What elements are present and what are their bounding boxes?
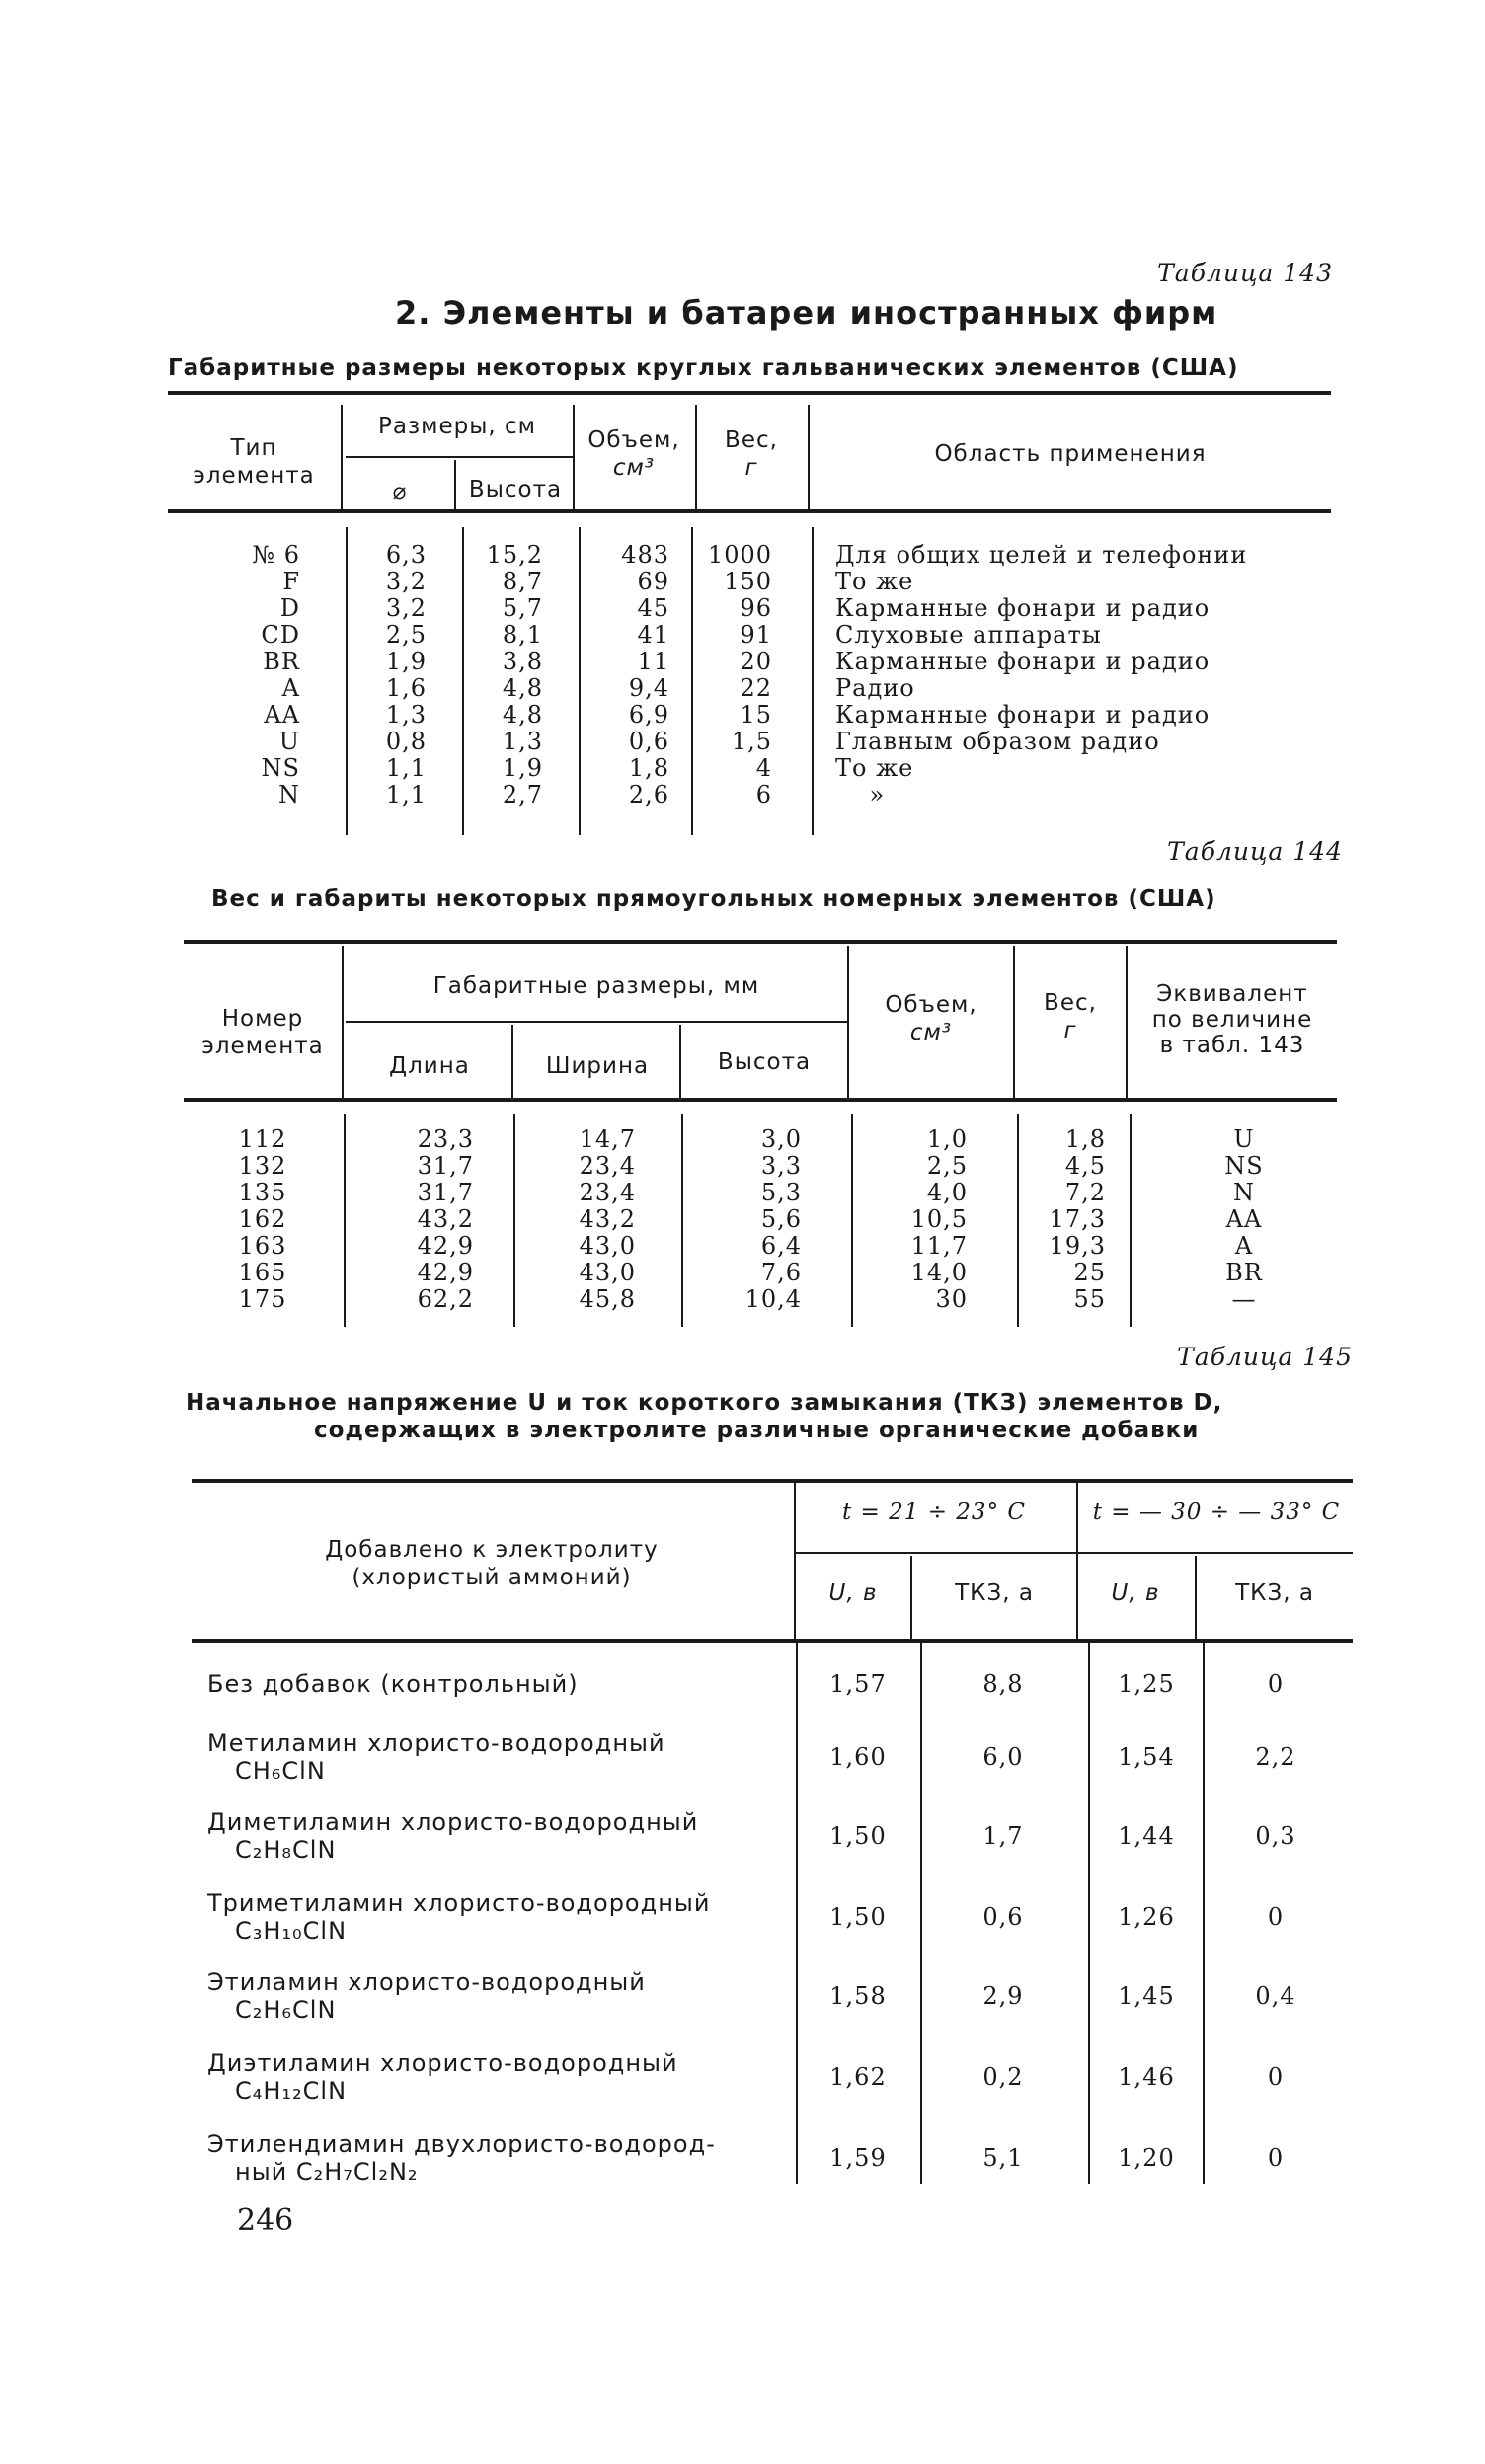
- cell-volume: 4,0: [926, 1179, 968, 1206]
- cell-u1: 1,62: [829, 2063, 887, 2091]
- col-header-height: Высота: [468, 477, 563, 502]
- cell-usage: Главным образом радио: [835, 728, 1160, 755]
- col-header-tkz1: ТКЗ, а: [955, 1580, 1034, 1606]
- rule: [573, 405, 575, 511]
- cell-u2: 1,54: [1118, 1743, 1175, 1771]
- table-143-title: Габаритные размеры некоторых круглых гальванических элементов (США): [168, 355, 1239, 381]
- cell-number: 135: [238, 1179, 287, 1206]
- rule: [1076, 1481, 1078, 1641]
- col-header-width: Ширина: [545, 1053, 650, 1079]
- cell-usage: Карманные фонари и радио: [835, 648, 1211, 675]
- col-header-dims: Габаритные размеры, мм: [432, 973, 760, 999]
- col-header-height: Высота: [717, 1049, 812, 1075]
- cell-width: 43,2: [579, 1205, 636, 1233]
- row-label: [207, 2049, 792, 2105]
- col-header-usage: Область применения: [934, 441, 1207, 467]
- cell-type: A: [281, 674, 300, 702]
- cell-weight: 1000: [707, 541, 772, 569]
- cell-tkz1: 0,6: [982, 1903, 1024, 1931]
- cell-usage: Карманные фонари и радио: [835, 594, 1211, 622]
- table-145-title-line1: Начальное напряжение U и ток короткого замыкания (ТКЗ) элементов D,: [186, 1390, 1223, 1416]
- cell-tkz2: 0: [1267, 1670, 1285, 1698]
- cell-length: 31,7: [417, 1179, 474, 1206]
- cell-u2: 1,45: [1118, 1982, 1175, 2010]
- cell-usage: Для общих целей и телефонии: [835, 541, 1248, 569]
- cell-type: AA: [264, 701, 300, 729]
- row-label-line2: C₂H₈ClN: [235, 1836, 337, 1864]
- cell-height: 4,8: [502, 701, 543, 729]
- cell-volume: 483: [621, 541, 669, 569]
- cell-equiv: A: [1234, 1232, 1254, 1260]
- rule: [812, 527, 814, 835]
- cell-type: CD: [261, 621, 300, 649]
- table-144-caption: Таблица 144: [1167, 837, 1343, 866]
- col-header-u2: U, в: [1111, 1580, 1160, 1606]
- cell-length: 23,3: [417, 1125, 474, 1153]
- col-header-equiv: Эквивалент по величине в табл. 143: [1151, 981, 1313, 1058]
- cell-height: 6,4: [760, 1232, 802, 1260]
- col-header-t1: t = 21 ÷ 23° C: [842, 1500, 1026, 1525]
- cell-volume: 11: [637, 648, 669, 675]
- col-header-number: Номер элемента: [201, 1006, 324, 1059]
- cell-number: 163: [238, 1232, 287, 1260]
- table-145-title-line2: содержащих в электролите различные органические добавки: [314, 1418, 1200, 1443]
- cell-diameter: 1,9: [385, 648, 427, 675]
- cell-length: 31,7: [417, 1152, 474, 1180]
- rule: [1195, 1556, 1197, 1641]
- row-label-line1: Этиламин хлористо-водородный: [207, 1968, 646, 1996]
- cell-volume: 9,4: [628, 674, 669, 702]
- cell-type: U: [278, 728, 300, 755]
- cell-length: 42,9: [417, 1232, 474, 1260]
- cell-u2: 1,25: [1118, 1670, 1175, 1698]
- col-header-diameter: ⌀: [392, 479, 408, 504]
- cell-number: 132: [238, 1152, 287, 1180]
- cell-weight: 1,5: [731, 728, 772, 755]
- cell-height: 3,8: [502, 648, 543, 675]
- cell-length: 42,9: [417, 1259, 474, 1286]
- cell-usage: То же: [835, 754, 914, 782]
- cell-usage: Радио: [835, 674, 915, 702]
- cell-tkz2: 2,2: [1255, 1743, 1296, 1771]
- cell-diameter: 1,6: [385, 674, 427, 702]
- cell-usage: »: [835, 781, 886, 808]
- cell-diameter: 2,5: [385, 621, 427, 649]
- cell-volume: 2,5: [926, 1152, 968, 1180]
- cell-tkz1: 2,9: [982, 1982, 1024, 2010]
- cell-number: 112: [238, 1125, 287, 1153]
- cell-height: 2,7: [502, 781, 543, 808]
- cell-equiv: —: [1231, 1285, 1257, 1313]
- cell-type: BR: [263, 648, 300, 675]
- cell-volume: 1,0: [926, 1125, 968, 1153]
- col-header-volume: Объем, см³: [587, 427, 680, 481]
- cell-height: 15,2: [486, 541, 543, 569]
- col-header-t2: t = — 30 ÷ — 33° C: [1092, 1500, 1341, 1525]
- cell-usage: То же: [835, 568, 914, 595]
- table-144-title: Вес и габариты некоторых прямоугольных номерных элементов (США): [211, 886, 1216, 912]
- row-label: [207, 1730, 792, 1785]
- rule: [1017, 1114, 1019, 1327]
- cell-diameter: 1,3: [385, 701, 427, 729]
- cell-height: 5,3: [760, 1179, 802, 1206]
- rule: [1130, 1114, 1132, 1327]
- col-header-tkz2: ТКЗ, а: [1235, 1580, 1314, 1606]
- cell-weight: 19,3: [1049, 1232, 1106, 1260]
- cell-height: 7,6: [760, 1259, 802, 1286]
- cell-width: 43,0: [579, 1232, 636, 1260]
- rule: [679, 1025, 681, 1100]
- cell-height: 5,7: [502, 594, 543, 622]
- cell-weight: 17,3: [1049, 1205, 1106, 1233]
- rule: [794, 1481, 796, 1641]
- row-label-line2: C₄H₁₂ClN: [235, 2077, 348, 2105]
- cell-weight: 15: [740, 701, 772, 729]
- cell-number: 175: [238, 1285, 287, 1313]
- row-label: [207, 1670, 792, 1698]
- row-label-line1: Триметиламин хлористо-водородный: [207, 1889, 711, 1917]
- cell-tkz1: 5,1: [982, 2144, 1024, 2172]
- cell-u1: 1,58: [829, 1982, 887, 2010]
- page-number: 246: [237, 2203, 294, 2238]
- cell-weight: 150: [724, 568, 772, 595]
- cell-height: 5,6: [760, 1205, 802, 1233]
- cell-u1: 1,59: [829, 2144, 887, 2172]
- cell-length: 43,2: [417, 1205, 474, 1233]
- cell-diameter: 6,3: [385, 541, 427, 569]
- cell-volume: 30: [935, 1285, 968, 1313]
- rule: [681, 1114, 683, 1327]
- row-label-line1: Этилендиамин двухлористо-водород-: [207, 2130, 716, 2158]
- rule: [1013, 946, 1015, 1100]
- cell-weight: 4: [755, 754, 772, 782]
- row-label-line1: Диметиламин хлористо-водородный: [207, 1809, 699, 1836]
- col-header-u1: U, в: [828, 1580, 878, 1606]
- rule: [192, 1479, 1353, 1483]
- cell-volume: 2,6: [628, 781, 669, 808]
- cell-u2: 1,26: [1118, 1903, 1175, 1931]
- cell-type: F: [282, 568, 300, 595]
- rule: [796, 1552, 1353, 1554]
- col-header-weight: Вес, г: [725, 427, 778, 481]
- cell-number: 165: [238, 1259, 287, 1286]
- rule: [184, 940, 1337, 944]
- rule: [910, 1556, 912, 1641]
- rule: [513, 1114, 515, 1327]
- rule: [1126, 946, 1128, 1100]
- cell-u1: 1,57: [829, 1670, 887, 1698]
- rule: [184, 1098, 1337, 1102]
- cell-diameter: 3,2: [385, 568, 427, 595]
- row-label: [207, 1809, 792, 1864]
- cell-type: N: [278, 781, 300, 808]
- cell-equiv: AA: [1225, 1205, 1263, 1233]
- cell-width: 45,8: [579, 1285, 636, 1313]
- col-header-type: Тип элемента: [193, 435, 315, 489]
- cell-weight: 20: [740, 648, 772, 675]
- row-label-line2: C₃H₁₀ClN: [235, 1917, 348, 1945]
- cell-equiv: N: [1233, 1179, 1255, 1206]
- rule: [342, 946, 344, 1100]
- table-143-caption: Таблица 143: [1157, 259, 1333, 287]
- cell-tkz2: 0,3: [1255, 1822, 1296, 1850]
- cell-u2: 1,20: [1118, 2144, 1175, 2172]
- row-label-line1: Метиламин хлористо-водородный: [207, 1730, 665, 1757]
- cell-usage: Карманные фонари и радио: [835, 701, 1211, 729]
- rule: [168, 391, 1331, 395]
- cell-u1: 1,60: [829, 1743, 887, 1771]
- row-label: [207, 1889, 792, 1945]
- cell-type: D: [279, 594, 300, 622]
- cell-equiv: BR: [1225, 1259, 1263, 1286]
- cell-width: 14,7: [579, 1125, 636, 1153]
- rule: [454, 460, 456, 511]
- cell-volume: 41: [637, 621, 669, 649]
- cell-width: 43,0: [579, 1259, 636, 1286]
- rule: [808, 405, 810, 511]
- cell-weight: 6: [755, 781, 772, 808]
- cell-number: 162: [238, 1205, 287, 1233]
- cell-equiv: U: [1233, 1125, 1255, 1153]
- cell-tkz1: 6,0: [982, 1743, 1024, 1771]
- rule: [796, 1643, 798, 2184]
- cell-height: 8,7: [502, 568, 543, 595]
- cell-weight: 7,2: [1064, 1179, 1106, 1206]
- cell-volume: 45: [637, 594, 669, 622]
- cell-width: 23,4: [579, 1152, 636, 1180]
- row-label-line1: Диэтиламин хлористо-водородный: [207, 2049, 678, 2077]
- cell-volume: 6,9: [628, 701, 669, 729]
- cell-weight: 1,8: [1064, 1125, 1106, 1153]
- table-145-caption: Таблица 145: [1177, 1343, 1353, 1371]
- cell-tkz2: 0: [1267, 2063, 1285, 2091]
- cell-tkz1: 8,8: [982, 1670, 1024, 1698]
- cell-weight: 4,5: [1064, 1152, 1106, 1180]
- cell-type: № 6: [252, 541, 300, 569]
- row-label-line1: Без добавок (контрольный): [207, 1670, 579, 1698]
- rule: [344, 1114, 346, 1327]
- row-label: [207, 2130, 792, 2186]
- row-label-line2: C₂H₆ClN: [235, 1996, 337, 2024]
- cell-diameter: 0,8: [385, 728, 427, 755]
- section-title: 2. Элементы и батареи иностранных фирм: [395, 294, 1218, 332]
- cell-diameter: 3,2: [385, 594, 427, 622]
- rule: [346, 1021, 847, 1023]
- cell-tkz2: 0: [1267, 2144, 1285, 2172]
- rule: [920, 1643, 922, 2184]
- rule: [192, 1639, 1353, 1643]
- col-header-added: Добавлено к электролиту (хлористый аммоний): [325, 1537, 659, 1590]
- col-header-weight: Вес, г: [1044, 990, 1097, 1043]
- row-label-line2: CH₆ClN: [235, 1757, 326, 1785]
- cell-weight: 22: [740, 674, 772, 702]
- cell-volume: 69: [637, 568, 669, 595]
- cell-height: 4,8: [502, 674, 543, 702]
- rule: [847, 946, 849, 1100]
- cell-diameter: 1,1: [385, 754, 427, 782]
- rule: [695, 405, 697, 511]
- cell-height: 10,4: [744, 1285, 802, 1313]
- cell-volume: 10,5: [910, 1205, 968, 1233]
- rule: [1088, 1643, 1090, 2184]
- cell-volume: 14,0: [910, 1259, 968, 1286]
- rule: [346, 456, 573, 458]
- cell-volume: 11,7: [910, 1232, 968, 1260]
- cell-height: 3,3: [760, 1152, 802, 1180]
- cell-u2: 1,46: [1118, 2063, 1175, 2091]
- rule: [851, 1114, 853, 1327]
- cell-tkz1: 0,2: [982, 2063, 1024, 2091]
- cell-height: 1,9: [502, 754, 543, 782]
- cell-height: 1,3: [502, 728, 543, 755]
- cell-volume: 0,6: [628, 728, 669, 755]
- cell-weight: 96: [740, 594, 772, 622]
- row-label: [207, 1968, 792, 2024]
- rule: [1203, 1643, 1205, 2184]
- cell-diameter: 1,1: [385, 781, 427, 808]
- cell-u1: 1,50: [829, 1822, 887, 1850]
- cell-length: 62,2: [417, 1285, 474, 1313]
- cell-width: 23,4: [579, 1179, 636, 1206]
- row-label-line2: ный C₂H₇Cl₂N₂: [235, 2158, 419, 2186]
- cell-tkz2: 0,4: [1255, 1982, 1296, 2010]
- cell-u1: 1,50: [829, 1903, 887, 1931]
- col-header-length: Длина: [389, 1053, 470, 1079]
- rule: [511, 1025, 513, 1100]
- cell-height: 8,1: [502, 621, 543, 649]
- cell-volume: 1,8: [628, 754, 669, 782]
- cell-equiv: NS: [1224, 1152, 1264, 1180]
- cell-u2: 1,44: [1118, 1822, 1175, 1850]
- col-header-volume: Объем, см³: [885, 992, 977, 1045]
- rule: [341, 405, 343, 511]
- cell-tkz2: 0: [1267, 1903, 1285, 1931]
- cell-usage: Слуховые аппараты: [835, 621, 1102, 649]
- col-header-sizes: Размеры, см: [377, 414, 537, 439]
- cell-weight: 55: [1073, 1285, 1106, 1313]
- cell-tkz1: 1,7: [982, 1822, 1024, 1850]
- cell-weight: 25: [1073, 1259, 1106, 1286]
- cell-height: 3,0: [760, 1125, 802, 1153]
- cell-type: NS: [261, 754, 300, 782]
- cell-weight: 91: [740, 621, 772, 649]
